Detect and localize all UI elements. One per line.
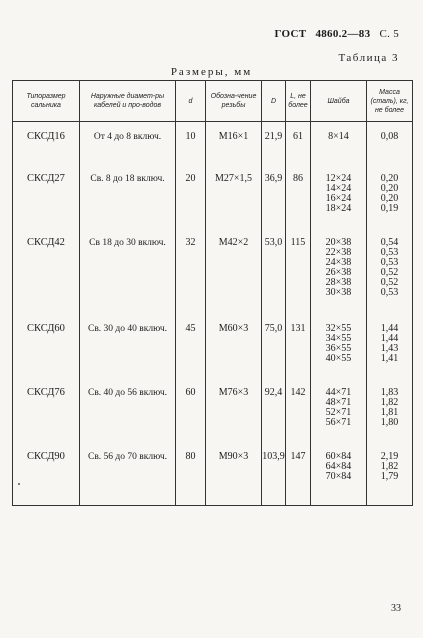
cell-massa: [367, 314, 413, 378]
shaiba-value: 20×38: [325, 236, 352, 248]
massa-value: 1,44: [380, 332, 399, 344]
cell-shaiba: [311, 122, 367, 166]
page-ref: С. 5: [379, 28, 399, 40]
table-title: Размеры, мм: [170, 66, 253, 78]
massa-value: 1,82: [380, 460, 399, 472]
cell-shaiba: [311, 230, 367, 314]
massa-value: 0,20: [380, 172, 399, 184]
shaiba-value: 22×38: [325, 246, 352, 258]
shaiba-value: 52×71: [325, 406, 352, 418]
cell-massa: [367, 122, 413, 166]
table-row: [13, 314, 413, 378]
cell-naruzh: Св 18 до 30 включ.: [80, 230, 176, 314]
speck-mark: [18, 483, 20, 485]
table-row: [13, 378, 413, 442]
shaiba-value: 28×38: [325, 276, 352, 288]
cell-massa: [367, 378, 413, 442]
cell-tip: СКСД90: [13, 442, 80, 506]
shaiba-value: 16×24: [325, 192, 352, 204]
cell-naruzh: От 4 до 8 включ.: [80, 122, 176, 166]
shaiba-value: 12×24: [325, 172, 352, 184]
cell-naruzh: Св. 40 до 56 включ.: [80, 378, 176, 442]
table-row: [13, 230, 413, 314]
massa-value: 0,53: [380, 286, 399, 298]
shaiba-value: 56×71: [325, 416, 352, 428]
cell-rezba: М90×3: [206, 442, 262, 506]
massa-value: 1,82: [380, 396, 399, 408]
shaiba-value: 14×24: [325, 182, 352, 194]
massa-value: 0,53: [380, 246, 399, 258]
massa-value: 1,79: [380, 470, 399, 482]
col-header-D: D: [262, 81, 286, 122]
cell-tip: СКСД42: [13, 230, 80, 314]
page-number: 33: [391, 603, 401, 614]
cell-naruzh: Св. 56 до 70 включ.: [80, 442, 176, 506]
shaiba-value: 70×84: [325, 470, 352, 482]
cell-naruzh: Св. 8 до 18 включ.: [80, 166, 176, 230]
table-header-row: [13, 81, 413, 122]
massa-value: 0,54: [380, 236, 399, 248]
cell-d: 36,9: [262, 166, 286, 230]
massa-value: 1,43: [380, 342, 399, 354]
cell-tip: СКСД76: [13, 378, 80, 442]
cell-l: 147: [286, 442, 311, 506]
massa-value: 2,19: [380, 450, 399, 462]
cell-d: 103,9: [262, 442, 286, 506]
massa-value: 0,20: [380, 182, 399, 194]
table-row: [13, 122, 413, 166]
cell-d: 80: [176, 442, 206, 506]
shaiba-value: 8×14: [328, 131, 349, 142]
shaiba-value: 30×38: [325, 286, 352, 298]
massa-value: 0,19: [380, 202, 399, 214]
cell-l: 142: [286, 378, 311, 442]
cell-naruzh: Св. 30 до 40 включ.: [80, 314, 176, 378]
cell-tip: СКСД27: [13, 166, 80, 230]
massa-value: 0,52: [380, 266, 399, 278]
col-header-L: L, не более: [286, 81, 311, 122]
table-row: [13, 166, 413, 230]
cell-shaiba: [311, 442, 367, 506]
shaiba-value: 60×84: [325, 450, 352, 462]
shaiba-value: 44×71: [325, 386, 352, 398]
col-header-tip: Типоразмер сальника: [13, 81, 80, 122]
col-header-massa: Масса (сталь), кг, не более: [367, 81, 413, 122]
cell-d: 45: [176, 314, 206, 378]
cell-rezba: М76×3: [206, 378, 262, 442]
table-label: Таблица 3: [338, 52, 399, 64]
cell-d: 32: [176, 230, 206, 314]
cell-rezba: М60×3: [206, 314, 262, 378]
massa-value: 0,08: [380, 131, 399, 142]
massa-value: 1,44: [380, 322, 399, 334]
shaiba-value: 26×38: [325, 266, 352, 278]
shaiba-value: 48×71: [325, 396, 352, 408]
cell-tip: СКСД16: [13, 122, 80, 166]
shaiba-value: 18×24: [325, 202, 352, 214]
shaiba-value: 36×55: [325, 342, 352, 354]
cell-rezba: М42×2: [206, 230, 262, 314]
col-header-d: d: [176, 81, 206, 122]
gost-label: ГОСТ: [274, 28, 307, 40]
shaiba-value: 32×55: [325, 322, 352, 334]
gost-number: 4860.2—83: [315, 28, 371, 40]
page-header: [274, 28, 399, 40]
cell-l: 115: [286, 230, 311, 314]
cell-shaiba: [311, 378, 367, 442]
cell-d: 21,9: [262, 122, 286, 166]
cell-d: 53,0: [262, 230, 286, 314]
shaiba-value: 34×55: [325, 332, 352, 344]
col-header-naruzh: Наружные диамет-ры кабелей и про-водов: [80, 81, 176, 122]
massa-value: 1,81: [380, 406, 399, 418]
col-header-shaiba: Шайба: [311, 81, 367, 122]
massa-value: 0,53: [380, 256, 399, 268]
massa-value: 0,20: [380, 192, 399, 204]
cell-l: 131: [286, 314, 311, 378]
cell-massa: [367, 166, 413, 230]
shaiba-value: 24×38: [325, 256, 352, 268]
cell-d: 75,0: [262, 314, 286, 378]
massa-value: 0,52: [380, 276, 399, 288]
cell-rezba: М27×1,5: [206, 166, 262, 230]
cell-l: 86: [286, 166, 311, 230]
cell-d: 20: [176, 166, 206, 230]
cell-shaiba: [311, 314, 367, 378]
dimensions-table: [12, 80, 413, 506]
massa-value: 1,80: [380, 416, 399, 428]
cell-massa: [367, 230, 413, 314]
massa-value: 1,83: [380, 386, 399, 398]
cell-rezba: М16×1: [206, 122, 262, 166]
col-header-rezba: Обозна-чение резьбы: [206, 81, 262, 122]
cell-shaiba: [311, 166, 367, 230]
table-row: [13, 442, 413, 506]
cell-d: 92,4: [262, 378, 286, 442]
cell-d: 60: [176, 378, 206, 442]
shaiba-value: 64×84: [325, 460, 352, 472]
cell-d: 10: [176, 122, 206, 166]
cell-massa: [367, 442, 413, 506]
massa-value: 1,41: [380, 352, 399, 364]
shaiba-value: 40×55: [325, 352, 352, 364]
cell-tip: СКСД60: [13, 314, 80, 378]
cell-l: 61: [286, 122, 311, 166]
